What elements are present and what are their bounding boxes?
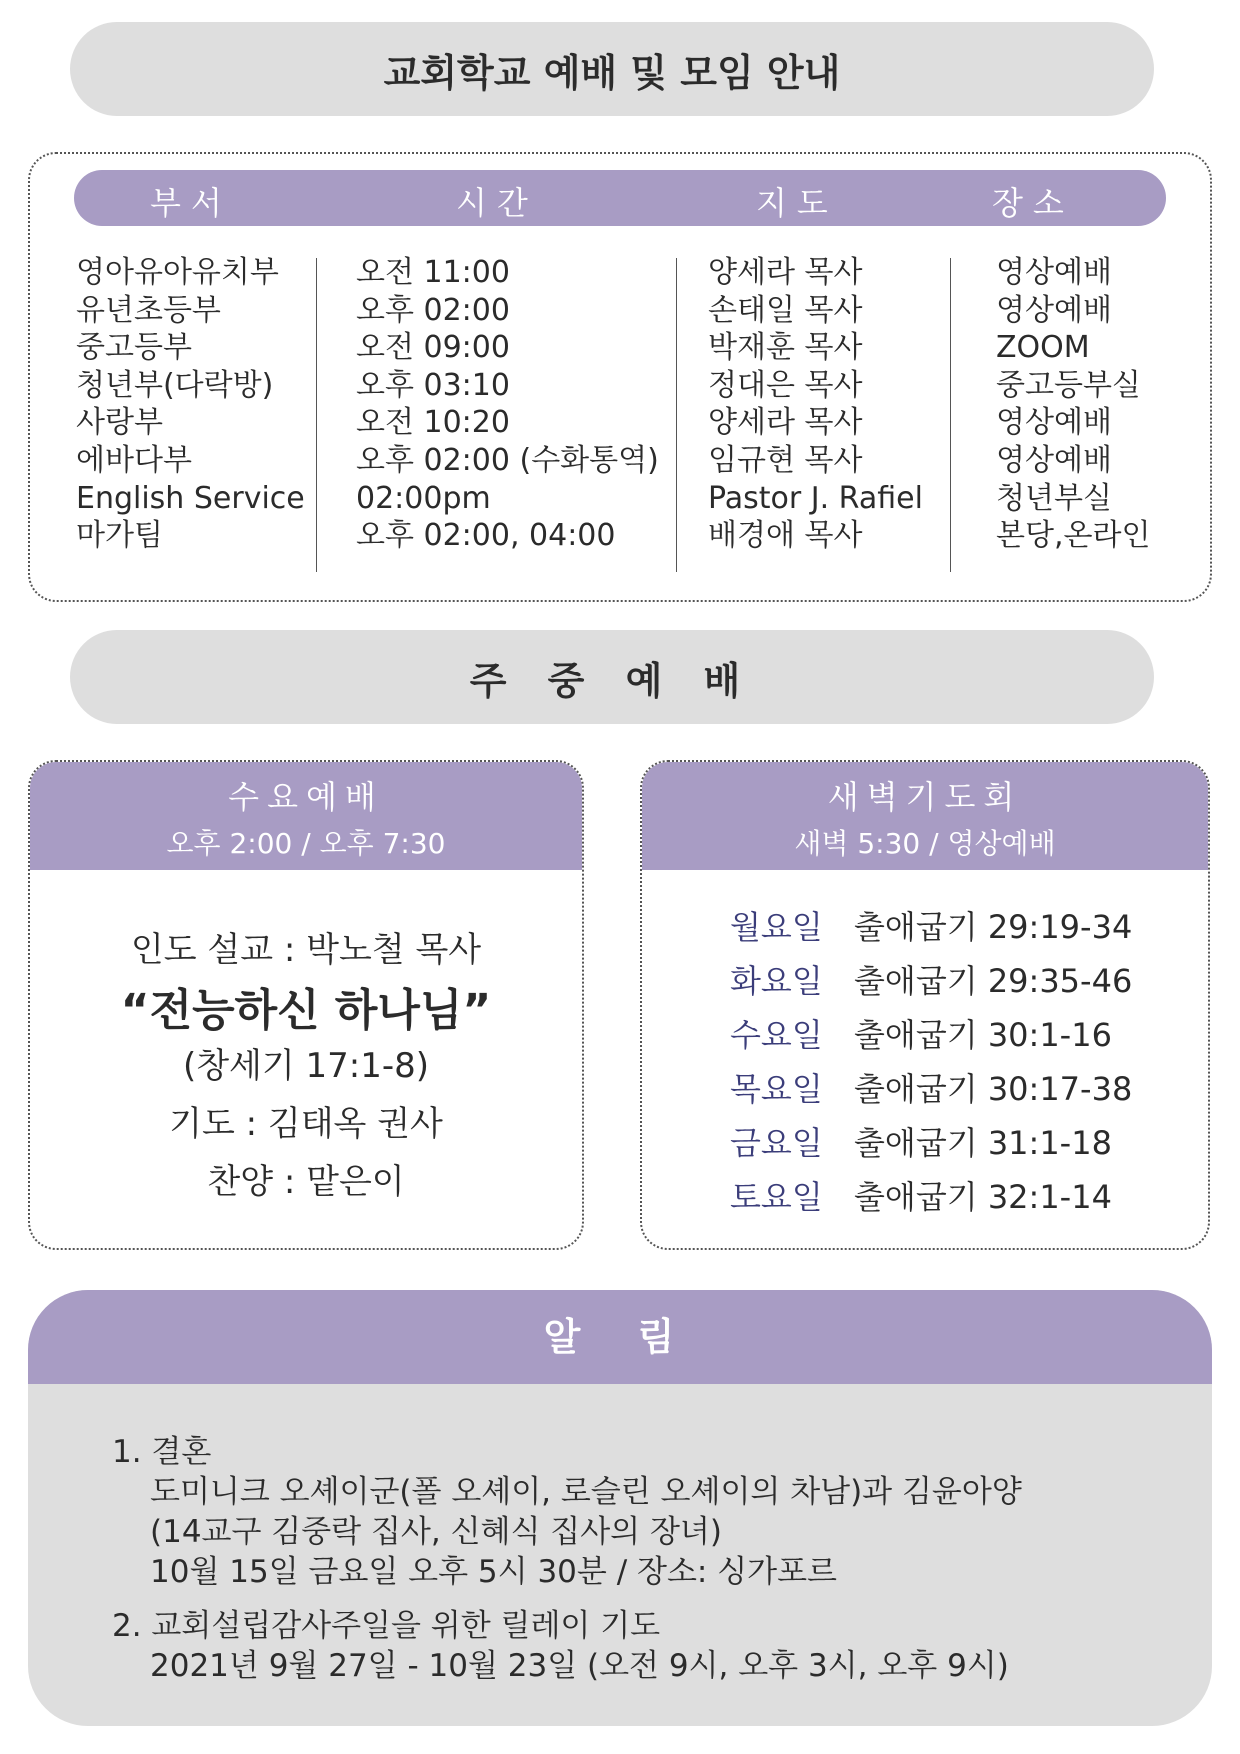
notice-1-line-2: (14교구 김중락 집사, 신혜식 집사의 장녀) [150,1514,722,1550]
place-cell: 영상예배 [996,405,1112,441]
department-cell: 사랑부 [76,405,163,441]
department-cell: 영아유아유치부 [76,255,279,290]
dawn-scripture: 출애굽기 30:17-38 [854,1070,1133,1108]
dawn-day: 금요일 [730,1124,823,1162]
dawn-day: 수요일 [730,1016,823,1054]
place-cell: 영상예배 [996,292,1112,328]
leader-cell: 박재훈 목사 [708,330,863,366]
wednesday-preacher: 인도 설교 : 박노철 목사 [130,930,482,970]
dawn-day: 화요일 [730,962,823,1000]
wednesday-sermon-title: “전능하신 하나님” [120,985,492,1036]
dawn-scripture: 출애굽기 29:35-46 [854,962,1133,1000]
wednesday-hymn: 찬양 : 맡은이 [207,1162,405,1202]
dawn-row [642,1064,1208,1118]
notice-2-line-1: 2021년 9월 27일 - 10월 23일 (오전 9시, 오후 3시, 오후 9시) [150,1648,1009,1684]
column-divider [676,258,677,572]
time-cell: 02:00pm [356,480,491,516]
notices-box [28,1290,1212,1726]
place-cell: 영상예배 [996,442,1112,478]
dawn-row [642,1172,1208,1226]
header-place: 장소 [992,184,1074,222]
header-leader: 지도 [756,184,838,222]
header-time: 시간 [456,184,538,222]
place-cell: 중고등부실 [996,367,1141,403]
weekday-title-banner [70,630,1154,724]
department-cell: English Service [76,480,305,516]
time-cell: 오전 10:20 [356,405,510,441]
time-column [356,254,659,555]
column-divider [316,258,317,572]
notice-2-title: 2. 교회설립감사주일을 위한 릴레이 기도 [112,1608,661,1644]
leader-cell: Pastor J. Rafiel [708,480,923,516]
dawn-day: 목요일 [730,1070,823,1108]
wednesday-time: 오후 2:00 / 오후 7:30 [166,827,446,860]
dawn-title: 새벽기도회 [827,778,1023,816]
wednesday-prayer: 기도 : 김태옥 권사 [169,1104,443,1144]
notice-1-title: 1. 결혼 [112,1434,212,1470]
notice-1-line-3: 10월 15일 금요일 오후 5시 30분 / 장소: 싱가포르 [150,1554,837,1590]
leader-cell: 양세라 목사 [708,255,863,290]
time-cell: 오전 09:00 [356,330,510,366]
schedule-header-bar [74,170,1166,226]
place-cell: 본당,온라인 [996,518,1151,554]
dawn-time: 새벽 5:30 / 영상예배 [794,827,1056,860]
weekday-title: 주 중 예 배 [469,658,755,703]
dawn-row [642,956,1208,1010]
notices-title: 알 림 [28,1290,1212,1384]
header-department: 부서 [150,184,232,222]
school-title-banner [70,22,1154,116]
time-cell: 오후 02:00 (수화통역) [356,442,659,478]
school-title: 교회학교 예배 및 모임 안내 [383,50,841,95]
dawn-scripture: 출애굽기 29:19-34 [854,908,1133,946]
time-cell: 오전 11:00 [356,255,510,290]
department-cell: 중고등부 [76,330,192,366]
dawn-day: 월요일 [730,908,823,946]
department-cell: 에바다부 [76,442,192,478]
place-column [996,254,1150,555]
leader-cell: 손태일 목사 [708,292,863,328]
dawn-row [642,1010,1208,1064]
leader-cell: 양세라 목사 [708,405,863,441]
dawn-scripture: 출애굽기 31:1-18 [854,1124,1112,1162]
dawn-row [642,1118,1208,1172]
leader-cell: 배경애 목사 [708,518,863,554]
dawn-scripture: 출애굽기 30:1-16 [854,1016,1112,1054]
wednesday-card-header [30,762,582,870]
place-cell: 청년부실 [996,480,1112,516]
department-cell: 마가팀 [76,518,163,554]
time-cell: 오후 03:10 [356,367,510,403]
wednesday-title: 수요예배 [228,778,384,816]
column-divider [950,258,951,572]
department-cell: 청년부(다락방) [76,367,274,403]
time-cell: 오후 02:00 [356,292,510,328]
leader-cell: 정대은 목사 [708,367,863,403]
department-column [76,254,305,555]
dawn-prayer-card [640,760,1210,1250]
leader-cell: 임규현 목사 [708,442,863,478]
dawn-card-header [642,762,1208,870]
wednesday-scripture: (창세기 17:1-8) [182,1046,430,1086]
dawn-row [642,902,1208,956]
wednesday-card [28,760,584,1250]
department-cell: 유년초등부 [76,292,221,328]
dawn-scripture: 출애굽기 32:1-14 [854,1178,1112,1216]
notice-1-line-1: 도미니크 오셰이군(폴 오셰이, 로슬린 오셰이의 차남)과 김윤아양 [150,1474,1022,1510]
leader-column [708,254,923,555]
place-cell: ZOOM [996,330,1090,366]
time-cell: 오후 02:00, 04:00 [356,518,616,554]
place-cell: 영상예배 [996,255,1112,290]
dawn-day: 토요일 [730,1178,823,1216]
